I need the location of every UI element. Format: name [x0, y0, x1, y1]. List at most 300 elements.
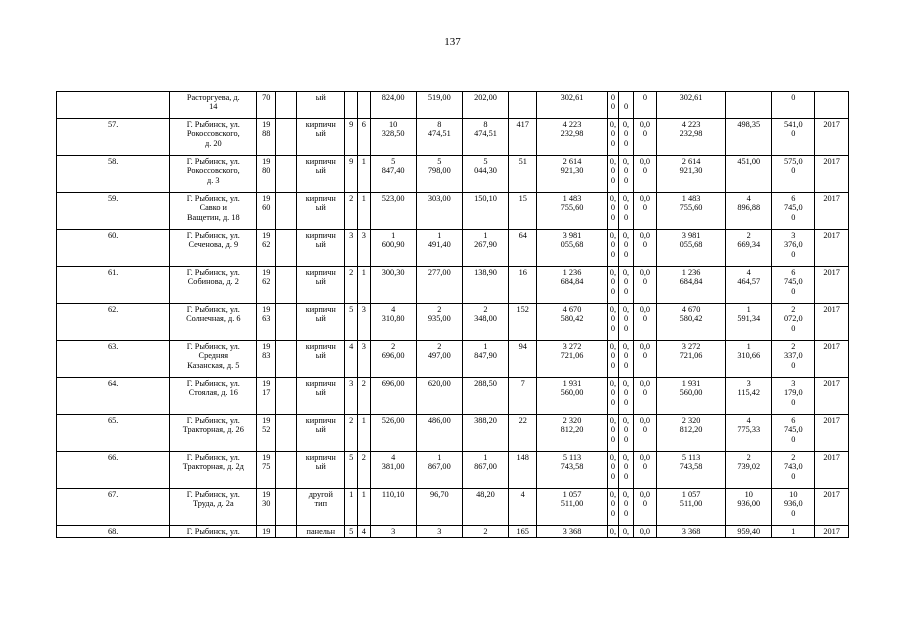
- cell-text: 3 981 055,68: [679, 231, 703, 250]
- cell-c17: [726, 156, 772, 193]
- cell-cost2: [656, 193, 725, 230]
- cell-text: 0,0 0: [639, 453, 651, 472]
- cell-text: 0, 0 0: [622, 231, 630, 259]
- cell-c4: [276, 452, 297, 489]
- cell-year: [257, 415, 276, 452]
- cell-a2: [416, 92, 462, 119]
- cell-c7: [358, 489, 371, 526]
- cell-text: 2017: [823, 268, 840, 277]
- cell-c17: [726, 267, 772, 304]
- cell-text: 4 381,00: [381, 453, 405, 472]
- cell-text: 2: [361, 379, 366, 388]
- cell-mat: [297, 119, 345, 156]
- cell-text: 67.: [107, 490, 119, 499]
- cell-text: 3 376,0 0: [783, 231, 803, 259]
- table-row: [57, 378, 849, 415]
- cell-text: 4 464,57: [737, 268, 761, 287]
- cell-cost: [537, 378, 607, 415]
- cell-text: 61.: [107, 268, 119, 277]
- cell-a2: [416, 341, 462, 378]
- cell-a3: [462, 230, 508, 267]
- cell-a3: [462, 526, 508, 538]
- table-row: [57, 119, 849, 156]
- cell-text: 5 798,00: [427, 157, 451, 176]
- cell-text: Г. Рыбинск, ул. Средняя Казанская, д. 5: [186, 342, 240, 370]
- cell-c11: [509, 267, 537, 304]
- cell-text: 2017: [823, 416, 840, 425]
- cell-text: 3: [437, 527, 442, 536]
- cell-text: 2 669,34: [737, 231, 761, 250]
- cell-text: 5: [349, 527, 354, 536]
- cell-a1: [370, 267, 416, 304]
- cell-text: 2017: [823, 194, 840, 203]
- cell-text: 0, 0 0: [609, 342, 617, 370]
- cell-f3: [633, 378, 656, 415]
- cell-cost: [537, 92, 607, 119]
- cell-text: 0, 0 0: [609, 120, 617, 148]
- cell-text: кирпичн ый: [305, 268, 336, 287]
- cell-text: 10 328,50: [381, 120, 405, 139]
- cell-text: другой тип: [308, 490, 333, 509]
- cell-text: Г. Рыбинск, ул. Собинова, д. 2: [186, 268, 240, 287]
- cell-text: кирпичн ый: [305, 342, 336, 361]
- cell-no: [57, 156, 170, 193]
- cell-text: 0,0 0: [639, 305, 651, 324]
- cell-c7: [358, 415, 371, 452]
- cell-text: 4 775,33: [737, 416, 761, 435]
- cell-text: 0,0 0: [639, 342, 651, 361]
- cell-c18: [772, 415, 815, 452]
- table-row: [57, 489, 849, 526]
- cell-cost2: [656, 415, 725, 452]
- cell-no: [57, 304, 170, 341]
- table-row: [57, 92, 849, 119]
- cell-c18: [772, 526, 815, 538]
- cell-c11: [509, 378, 537, 415]
- cell-text: 2 696,00: [381, 342, 405, 361]
- cell-text: 959,40: [737, 527, 761, 536]
- cell-a1: [370, 489, 416, 526]
- cell-year: [257, 341, 276, 378]
- cell-text: 68.: [107, 527, 119, 536]
- cell-c17: [726, 341, 772, 378]
- cell-c6: [345, 156, 358, 193]
- cell-text: ый: [315, 93, 326, 102]
- cell-a3: [462, 415, 508, 452]
- cell-f2: [619, 489, 634, 526]
- cell-f3: [633, 526, 656, 538]
- cell-text: 0, 0 0: [622, 268, 630, 296]
- cell-addr: [170, 304, 257, 341]
- cell-year: [257, 119, 276, 156]
- cell-f3: [633, 193, 656, 230]
- cell-cost2: [656, 378, 725, 415]
- cell-c7: [358, 378, 371, 415]
- cell-text: 3 272 721,06: [560, 342, 584, 361]
- cell-c17: [726, 193, 772, 230]
- cell-text: 3 368: [681, 527, 701, 536]
- housing-register-table: [56, 91, 849, 538]
- cell-text: 22: [518, 416, 527, 425]
- cell-text: 6 745,0 0: [783, 416, 803, 444]
- cell-f1: [607, 92, 619, 119]
- cell-text: 3 179,0 0: [783, 379, 803, 407]
- cell-text: 96,70: [429, 490, 449, 499]
- cell-a1: [370, 92, 416, 119]
- cell-text: 0,0 0: [639, 157, 651, 176]
- cell-text: 0, 0 0: [622, 416, 630, 444]
- cell-text: 0, 0 0: [609, 194, 617, 222]
- cell-text: 2: [349, 416, 354, 425]
- cell-f3: [633, 304, 656, 341]
- cell-year: [257, 452, 276, 489]
- cell-mat: [297, 304, 345, 341]
- cell-c6: [345, 304, 358, 341]
- cell-f1: [607, 304, 619, 341]
- cell-c11: [509, 230, 537, 267]
- cell-text: 1 931 560,00: [679, 379, 703, 398]
- cell-text: Расторгуева, д. 14: [186, 93, 240, 112]
- cell-c6: [345, 92, 358, 119]
- cell-c6: [345, 341, 358, 378]
- cell-text: 526,00: [381, 416, 405, 425]
- cell-cost: [537, 193, 607, 230]
- cell-f3: [633, 341, 656, 378]
- cell-text: 59.: [107, 194, 119, 203]
- cell-text: 58.: [107, 157, 119, 166]
- cell-text: панельн: [306, 527, 336, 536]
- cell-text: 4 223 232,98: [679, 120, 703, 139]
- cell-c18: [772, 378, 815, 415]
- cell-text: кирпичн ый: [305, 379, 336, 398]
- cell-text: 8 474,51: [427, 120, 451, 139]
- cell-text: 4: [520, 490, 525, 499]
- cell-f1: [607, 378, 619, 415]
- cell-c18: [772, 304, 815, 341]
- cell-text: 1 267,90: [474, 231, 497, 250]
- cell-text: 1 236 684,84: [679, 268, 703, 287]
- cell-text: 0,0 0: [639, 490, 651, 509]
- cell-text: 519,00: [427, 93, 451, 102]
- cell-a2: [416, 304, 462, 341]
- cell-mat: [297, 341, 345, 378]
- cell-c17: [726, 489, 772, 526]
- cell-c4: [276, 304, 297, 341]
- cell-text: 2 614 921,30: [679, 157, 703, 176]
- cell-text: 0, 0 0: [609, 416, 617, 444]
- cell-text: 19 80: [262, 157, 271, 176]
- cell-text: 303,00: [427, 194, 451, 203]
- cell-f2: [619, 341, 634, 378]
- cell-text: 5: [349, 305, 354, 314]
- cell-text: 0, 0 0: [622, 157, 630, 185]
- cell-a1: [370, 304, 416, 341]
- cell-text: Г. Рыбинск, ул. Савко и Ващетин, д. 18: [186, 194, 240, 222]
- table-row: [57, 193, 849, 230]
- cell-f2: [619, 267, 634, 304]
- cell-text: 0,0: [639, 527, 651, 536]
- cell-c4: [276, 193, 297, 230]
- cell-text: 10 936,0 0: [783, 490, 803, 518]
- cell-addr: [170, 267, 257, 304]
- cell-yr: [815, 341, 849, 378]
- cell-a3: [462, 156, 508, 193]
- cell-no: [57, 526, 170, 538]
- cell-text: 0: [623, 102, 629, 112]
- cell-f1: [607, 267, 619, 304]
- cell-yr: [815, 92, 849, 119]
- cell-addr: [170, 156, 257, 193]
- cell-mat: [297, 452, 345, 489]
- cell-c4: [276, 489, 297, 526]
- cell-c18: [772, 119, 815, 156]
- cell-text: 2017: [823, 231, 840, 240]
- cell-text: 0 0: [610, 93, 615, 112]
- cell-c4: [276, 267, 297, 304]
- cell-f2: [619, 526, 634, 538]
- cell-no: [57, 378, 170, 415]
- cell-c11: [509, 193, 537, 230]
- cell-yr: [815, 230, 849, 267]
- cell-text: 417: [516, 120, 529, 129]
- table-row: [57, 304, 849, 341]
- cell-c7: [358, 341, 371, 378]
- cell-text: 541,0 0: [783, 120, 803, 139]
- cell-mat: [297, 230, 345, 267]
- cell-text: Г. Рыбинск, ул. Солнечная, д. 6: [186, 305, 241, 324]
- cell-cost: [537, 119, 607, 156]
- cell-text: 2: [349, 268, 354, 277]
- cell-year: [257, 526, 276, 538]
- cell-c18: [772, 452, 815, 489]
- table-row: [57, 452, 849, 489]
- cell-text: 63.: [107, 342, 119, 351]
- cell-year: [257, 193, 276, 230]
- cell-text: 1 867,00: [427, 453, 451, 472]
- cell-f1: [607, 452, 619, 489]
- cell-no: [57, 92, 170, 119]
- cell-c17: [726, 92, 772, 119]
- cell-year: [257, 489, 276, 526]
- cell-text: 451,00: [737, 157, 761, 166]
- cell-mat: [297, 156, 345, 193]
- cell-c6: [345, 452, 358, 489]
- cell-addr: [170, 489, 257, 526]
- cell-text: 0, 0 0: [622, 379, 630, 407]
- cell-text: 19 75: [262, 453, 271, 472]
- cell-f3: [633, 489, 656, 526]
- cell-c17: [726, 415, 772, 452]
- cell-text: 0, 0 0: [622, 305, 630, 333]
- cell-text: 66.: [107, 453, 119, 462]
- cell-f3: [633, 267, 656, 304]
- cell-text: кирпичн ый: [305, 416, 336, 435]
- cell-cost2: [656, 452, 725, 489]
- page-number: 137: [444, 36, 461, 48]
- cell-text: 0,0 0: [639, 416, 651, 435]
- cell-c11: [509, 415, 537, 452]
- cell-text: 1 867,00: [474, 453, 497, 472]
- cell-c7: [358, 452, 371, 489]
- cell-text: 2 497,00: [427, 342, 451, 361]
- cell-text: 1: [361, 268, 366, 277]
- cell-c4: [276, 341, 297, 378]
- cell-cost2: [656, 156, 725, 193]
- cell-text: 0,0 0: [639, 194, 651, 213]
- cell-no: [57, 267, 170, 304]
- cell-text: 1 310,66: [737, 342, 761, 361]
- cell-text: 0, 0 0: [609, 490, 617, 518]
- cell-cost2: [656, 230, 725, 267]
- cell-c7: [358, 156, 371, 193]
- cell-c6: [345, 378, 358, 415]
- cell-text: 2: [349, 194, 354, 203]
- cell-text: 0, 0 0: [622, 194, 630, 222]
- cell-text: Г. Рыбинск, ул. Стоялая, д. 16: [186, 379, 240, 398]
- cell-text: 4: [361, 527, 366, 536]
- cell-cost: [537, 452, 607, 489]
- cell-f2: [619, 304, 634, 341]
- cell-c18: [772, 193, 815, 230]
- cell-mat: [297, 415, 345, 452]
- cell-f3: [633, 119, 656, 156]
- cell-text: 1 057 511,00: [679, 490, 703, 509]
- cell-f2: [619, 452, 634, 489]
- cell-cost2: [656, 489, 725, 526]
- cell-a3: [462, 304, 508, 341]
- cell-cost2: [656, 304, 725, 341]
- cell-c7: [358, 119, 371, 156]
- cell-text: кирпичн ый: [305, 231, 336, 250]
- cell-a1: [370, 526, 416, 538]
- cell-text: 0, 0 0: [609, 453, 617, 481]
- cell-text: 3: [361, 342, 366, 351]
- cell-text: 3 115,42: [737, 379, 760, 398]
- cell-text: 19 63: [262, 305, 271, 324]
- cell-c18: [772, 341, 815, 378]
- cell-text: 5 113 743,58: [679, 453, 703, 472]
- cell-text: 64.: [107, 379, 119, 388]
- cell-yr: [815, 119, 849, 156]
- cell-text: 0,: [622, 527, 630, 536]
- cell-text: 19 52: [262, 416, 271, 435]
- cell-yr: [815, 304, 849, 341]
- cell-text: кирпичн ый: [305, 453, 336, 472]
- cell-text: 498,35: [737, 120, 761, 129]
- cell-cost: [537, 230, 607, 267]
- cell-mat: [297, 193, 345, 230]
- cell-f2: [619, 193, 634, 230]
- cell-cost: [537, 489, 607, 526]
- cell-text: 8 474,51: [474, 120, 497, 139]
- cell-a2: [416, 119, 462, 156]
- cell-c7: [358, 193, 371, 230]
- cell-a2: [416, 267, 462, 304]
- cell-text: 2 320 812,20: [679, 416, 703, 435]
- cell-f2: [619, 415, 634, 452]
- cell-a3: [462, 452, 508, 489]
- cell-text: 19 60: [262, 194, 271, 213]
- cell-text: 1: [361, 490, 366, 499]
- cell-text: 3 981 055,68: [560, 231, 584, 250]
- cell-text: 0, 0 0: [622, 120, 630, 148]
- cell-a1: [370, 230, 416, 267]
- cell-text: 152: [516, 305, 529, 314]
- cell-c17: [726, 304, 772, 341]
- cell-text: 3: [349, 379, 354, 388]
- cell-f3: [633, 452, 656, 489]
- cell-text: 2 072,0 0: [783, 305, 803, 333]
- cell-addr: [170, 119, 257, 156]
- cell-text: 6: [361, 120, 366, 129]
- cell-year: [257, 156, 276, 193]
- cell-text: 2017: [823, 490, 840, 499]
- cell-cost2: [656, 526, 725, 538]
- cell-cost2: [656, 341, 725, 378]
- cell-a2: [416, 526, 462, 538]
- cell-no: [57, 452, 170, 489]
- cell-c7: [358, 230, 371, 267]
- cell-text: 277,00: [427, 268, 451, 277]
- cell-year: [257, 230, 276, 267]
- cell-year: [257, 92, 276, 119]
- cell-a3: [462, 119, 508, 156]
- cell-text: 65.: [107, 416, 119, 425]
- cell-text: 1: [791, 527, 796, 536]
- cell-addr: [170, 526, 257, 538]
- cell-text: 7: [520, 379, 525, 388]
- cell-c18: [772, 230, 815, 267]
- cell-text: Г. Рыбинск, ул. Сеченова, д. 9: [186, 231, 240, 250]
- cell-c6: [345, 415, 358, 452]
- cell-year: [257, 267, 276, 304]
- cell-text: 51: [518, 157, 527, 166]
- cell-year: [257, 304, 276, 341]
- cell-text: 5: [349, 453, 354, 462]
- cell-a1: [370, 119, 416, 156]
- cell-text: 2 337,0 0: [783, 342, 803, 370]
- cell-text: 19 88: [262, 120, 271, 139]
- cell-c4: [276, 230, 297, 267]
- cell-addr: [170, 452, 257, 489]
- cell-text: 15: [518, 194, 527, 203]
- cell-text: кирпичн ый: [305, 120, 336, 139]
- cell-yr: [815, 489, 849, 526]
- cell-addr: [170, 378, 257, 415]
- cell-c6: [345, 119, 358, 156]
- cell-f2: [619, 119, 634, 156]
- cell-text: 5 044,30: [474, 157, 497, 176]
- cell-a1: [370, 378, 416, 415]
- cell-text: 19 62: [262, 268, 271, 287]
- cell-c4: [276, 378, 297, 415]
- cell-yr: [815, 156, 849, 193]
- cell-f1: [607, 119, 619, 156]
- cell-no: [57, 193, 170, 230]
- cell-c11: [509, 156, 537, 193]
- cell-f3: [633, 230, 656, 267]
- cell-text: 6 745,0 0: [783, 268, 803, 296]
- cell-text: 1: [361, 416, 366, 425]
- cell-c11: [509, 119, 537, 156]
- cell-text: 2 739,02: [737, 453, 761, 472]
- cell-c11: [509, 92, 537, 119]
- cell-yr: [815, 452, 849, 489]
- cell-a1: [370, 341, 416, 378]
- cell-text: 4 310,80: [381, 305, 405, 324]
- cell-yr: [815, 526, 849, 538]
- cell-text: 300,30: [381, 268, 405, 277]
